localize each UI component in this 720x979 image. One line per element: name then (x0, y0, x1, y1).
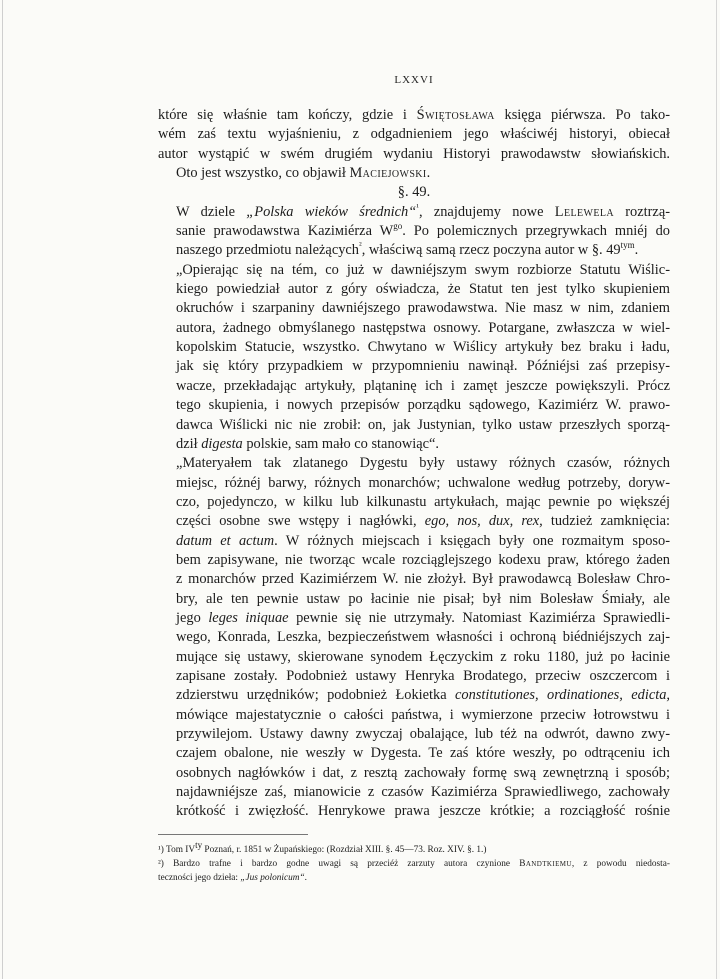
section-heading: §. 49. (397, 184, 431, 201)
text-run: autora, żadnego obmyślanego następstwa osnowy. Potargane, zwłaszcza w wiel- (176, 319, 670, 336)
text-line (158, 125, 670, 144)
italic-text: leges iniquae (208, 609, 289, 626)
text-run: Oto jest wszystko, co objawił (176, 165, 350, 182)
text-line (158, 145, 670, 164)
text-run: , właściwą samą rzecz poczyna autor w §. 49 (361, 242, 621, 259)
text-run: W dziele (176, 203, 247, 220)
book-page (158, 74, 670, 885)
text-run: najdawniéjsze zaś, mianowicie z czasów Kazimiérza Sprawiedliwego, zachowały (176, 784, 670, 801)
superscript: ¹ (416, 201, 419, 212)
text-run: czajem obalone, nie weszły w Dygesta. Te zaś które weszły, po odtrąceniu ich (176, 745, 670, 762)
text-line (158, 551, 670, 570)
page-edge-left (2, 0, 3, 979)
text-line (158, 744, 670, 763)
text-run: czo, pojedynczo, w kilku lub kilkunastu artykułach, mając pewnie po większéj (176, 493, 670, 510)
page-edge-right (716, 0, 717, 979)
text-line (158, 783, 670, 802)
text-run: zapisane zostały. Podobnież ustawy Henryka Brodatego, przeciw oszczercom i (176, 667, 670, 684)
text-run: dawca Wiślicki nic nie zrobił: on, jak Justynian, tylko ustaw przeszłych sporzą- (176, 416, 670, 433)
text-line (158, 474, 670, 493)
text-line (158, 319, 670, 338)
text-line (158, 222, 670, 241)
text-run: . (426, 165, 431, 182)
text-line (158, 106, 670, 125)
text-run: okruchów i szarpaniny dawniéjszego prawodawstwa. Nie masz w nim, zdaniem (176, 300, 670, 317)
text-line (158, 725, 670, 744)
text-run: naszego przedmiotu należących (176, 242, 359, 259)
text-run: ¹) Tom IV (158, 844, 196, 855)
text-run: księga piérwsza. Po tako- (494, 107, 670, 123)
italic-text: digesta (201, 435, 243, 452)
opening-paragraph (158, 106, 670, 164)
small-caps-name: Bandtkiemu (519, 858, 572, 869)
text-run: Poznań, r. 1851 w Żupańskiego: (Rozdział XIII. §. 45—73. Roz. XIV. §. 1.) (202, 844, 487, 855)
text-line (158, 357, 670, 376)
text-line (158, 857, 670, 871)
text-run: z monarchów przed Kazimiérzem W. nie złożył. Był prawodawcą Bolesław Chro- (176, 571, 670, 588)
superscript: ² (359, 240, 362, 251)
paragraph (158, 454, 670, 822)
text-line (158, 261, 670, 280)
text-run: autor wystąpić w swém drugiém wydaniu Historyi prawodawstw słowiańskich. (158, 145, 670, 162)
text-run: dził (176, 435, 202, 452)
italic-text: ego, nos, dux, rex, (424, 513, 543, 530)
text-run: bry, ale ten pewnie ustaw po łacinie nie pisał; był nim Bolesław Śmiały, ale (176, 590, 670, 607)
text-run: ²) Bardzo trafne i bardzo godne uwagi są przeciéż zarzuty autora czynione (158, 858, 520, 869)
text-line (158, 280, 670, 299)
text-run: roztrzą- (613, 203, 670, 220)
text-run: wacze, przekładając artykuły, plątaninę ich i zamęt jeszcze powiększyli. Prócz (176, 377, 670, 394)
closing-line (158, 164, 670, 183)
text-line (158, 686, 670, 705)
small-caps-name: Lelewela (554, 203, 614, 220)
text-run: , znajdujemy nowe (418, 203, 555, 220)
text-line (158, 590, 670, 609)
text-run: kiego powiedział autor z góry oświadcza, że Statut ten jest tylko skupieniem (176, 281, 670, 298)
text-run: krótkość i zwięzłość. Henrykowe prawa jeszcze krótkie; a rozciągłość rośnie (176, 803, 670, 820)
text-line (158, 706, 670, 725)
text-line (158, 203, 670, 222)
text-run: wego, Konrada, Leszka, bezpieczeństwem własności i ochroną biédniéjszych zaj- (176, 629, 670, 646)
text-line (158, 764, 670, 783)
text-run: , z powodu niedosta- (571, 858, 670, 869)
text-line (158, 299, 670, 318)
text-run: miejsc, różnéj barwy, różnych monarchów; uchwalone według potrzeby, doryw- (176, 474, 670, 491)
text-line (158, 532, 670, 551)
paragraph (158, 203, 670, 261)
text-line (158, 628, 670, 647)
superscript: go (393, 221, 403, 232)
text-run: wém zaś textu wyjaśnieniu, z odgadnieniem jego właściwéj historyi, obiecał (158, 126, 670, 143)
text-line (158, 435, 670, 454)
italic-text: datum et actum (176, 532, 275, 549)
text-run: jak się który przypadkiem w przypomnieniu nawinął. Późniéjsi zaś przepisy- (176, 358, 670, 375)
text-run: . (304, 872, 307, 883)
text-line (158, 454, 670, 473)
text-run: sanie prawodawstwa Kaziміérza W (176, 223, 394, 240)
text-line (158, 377, 670, 396)
text-line (158, 648, 670, 667)
superscript: tym (620, 240, 635, 251)
text-run: polskie, sam mało co stanowiąc“. (242, 435, 439, 452)
text-run: „Opierając się na tém, co już w dawniéjszym swym rozbiorze Statutu Wiślic- (176, 261, 670, 278)
text-run: części osobne swe wstępy i nagłówki, (176, 513, 425, 530)
footnote-divider (158, 834, 308, 835)
text-run: kopolskim Statucie, wszystko. Chwytano w Wiślicy artykuły bez braku i ładu, (176, 339, 670, 356)
text-line (158, 241, 670, 260)
text-line (158, 512, 670, 531)
small-caps-name: Świętosława (416, 107, 495, 123)
text-run: . W różnych miejscach i księgach były one rozmaitym sposo- (274, 532, 671, 549)
text-run: tego skupienia, i nowych przepisów porządku sądowego, Kazimiérz W. prawo- (176, 397, 670, 414)
text-line (158, 570, 670, 589)
text-run: bem zapisywane, nie tworząc wcale rozciąglejszego kodexu praw, którego żaden (176, 551, 670, 568)
text-run: mówiące majestatycznie o całości państwa, i wymierzone przeciw łotrowstwu i (176, 706, 670, 723)
text-run: „Materyałem tak zlatanego Dygestu były ustawy różnych czasów, różnych (176, 455, 670, 472)
text-run: . (634, 242, 639, 259)
text-line (158, 164, 670, 183)
text-line (158, 493, 670, 512)
text-run: zdzierstwu urzędników; podobnież Łokietka (176, 687, 456, 704)
text-line (158, 338, 670, 357)
footnote (158, 857, 670, 885)
text-run: . Po polemicznych przegrywkach mniéj do (402, 223, 670, 240)
text-run: teczności jego dzieła: (158, 872, 241, 883)
text-line (158, 839, 670, 857)
italic-text: „Jus polonicum“ (240, 872, 305, 883)
text-run: które się właśnie tam kończy, gdzie i (158, 107, 417, 123)
italic-text: constitutiones, ordinationes, edicta, (455, 687, 671, 704)
text-line (158, 667, 670, 686)
page-number: LXXVI (394, 74, 434, 86)
footnote (158, 839, 670, 857)
text-run: jego (176, 609, 209, 626)
text-line (158, 871, 670, 885)
superscript: ty (195, 839, 203, 850)
text-line (158, 396, 670, 415)
text-run: tudzież zamknięcia: (542, 513, 670, 530)
text-run: pewnie się nie utrzymały. Natomiast Kazimiérza Sprawiedli- (288, 609, 670, 626)
text-run: osobnych nagłówków i dat, z resztą zachowały formę swą zewnętrzną i sposób; (176, 764, 670, 781)
text-run: przywilejom. Ustawy dawny zwyczaj obalające, lub téż na odwrót, dawno zwy- (176, 726, 670, 742)
text-run: mujące się ustawy, skierowane synodem Łęczyckim z roku 1180, już po łacinie (176, 648, 670, 665)
small-caps-name: Maciejowski (349, 165, 427, 182)
text-line (158, 802, 670, 821)
text-line (158, 609, 670, 628)
italic-text: „Polska wieków średnich“ (246, 203, 417, 220)
text-line (158, 416, 670, 435)
paragraph (158, 261, 670, 454)
